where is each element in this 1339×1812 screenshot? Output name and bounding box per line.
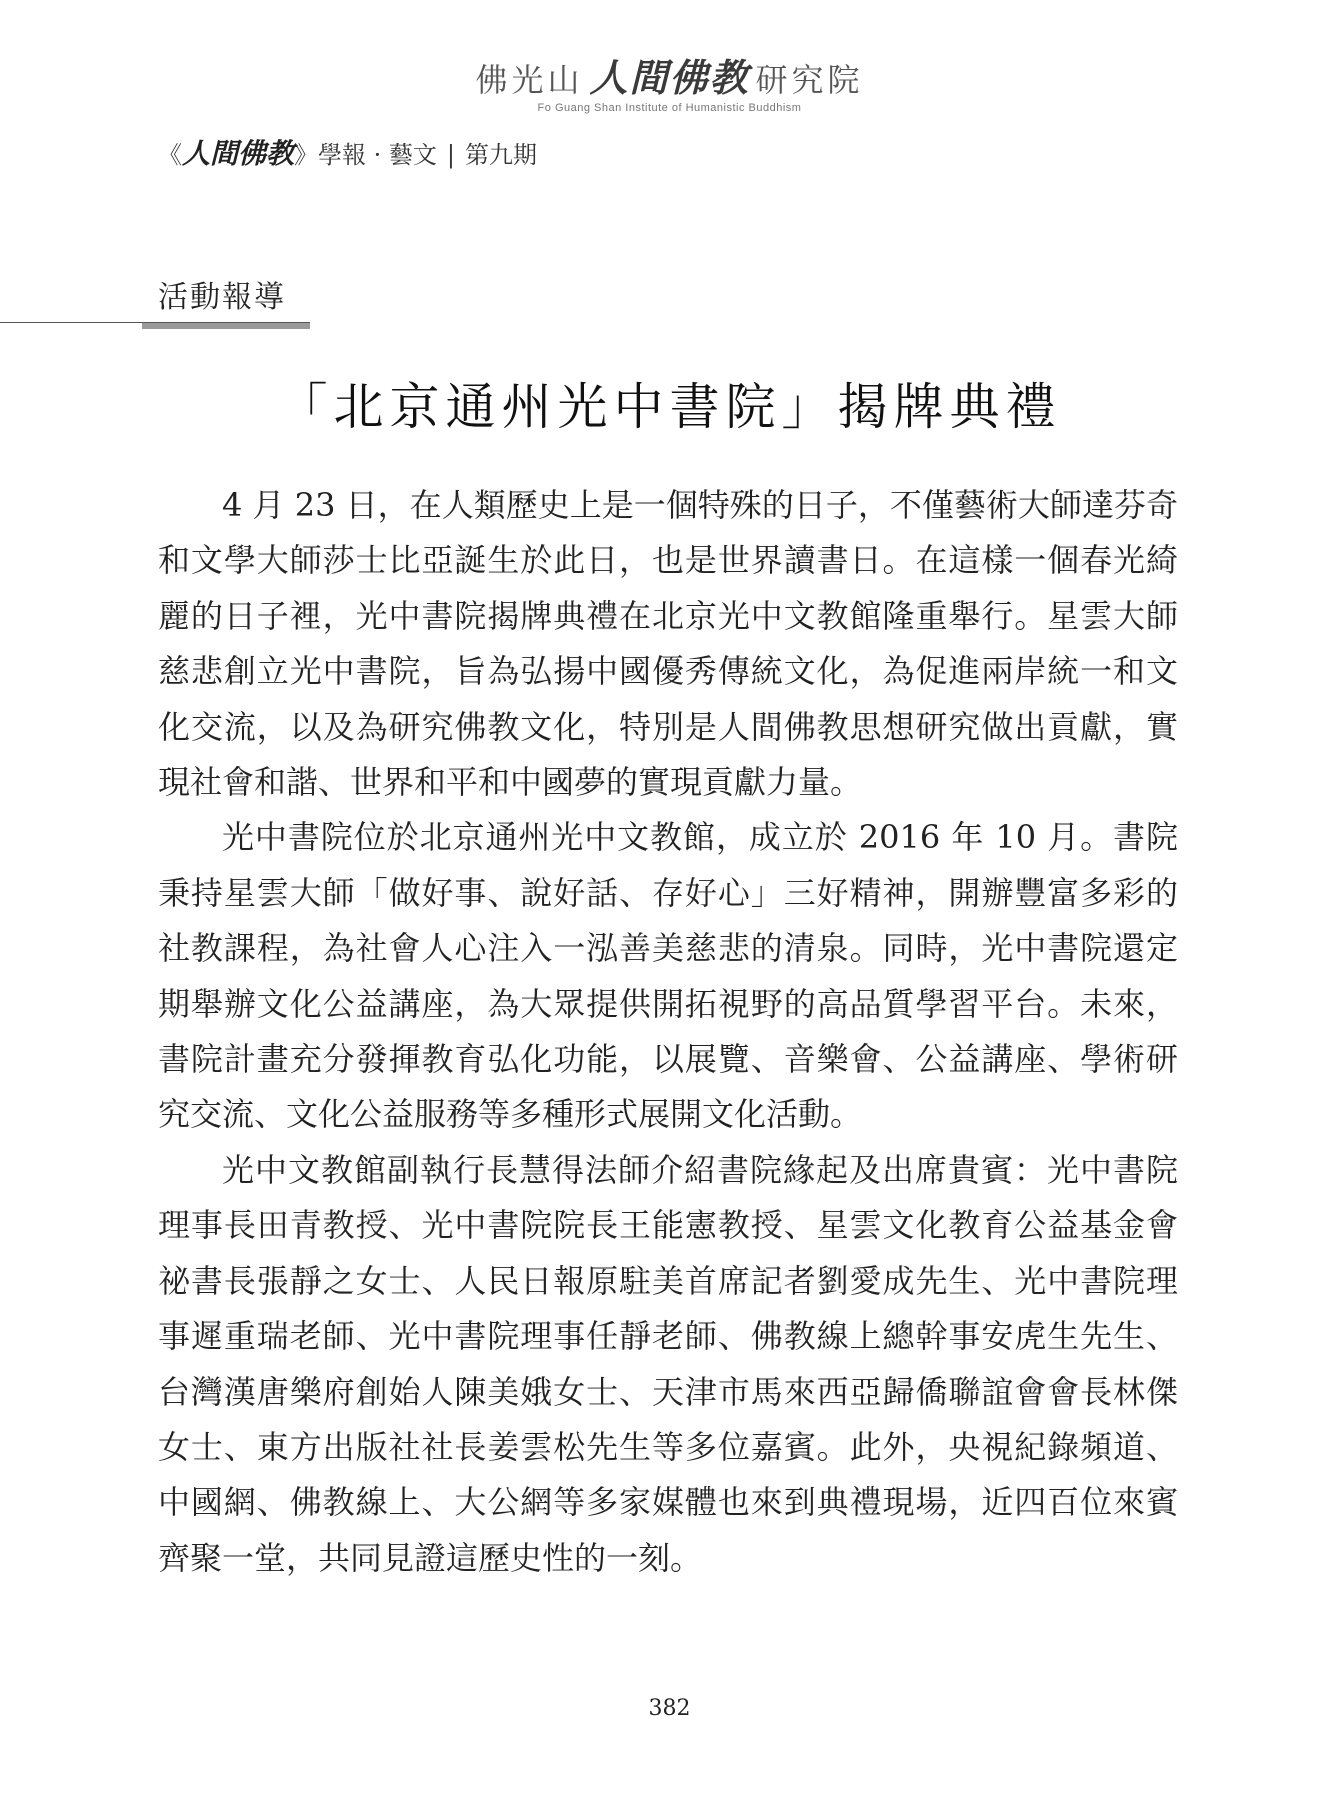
- article-title: 「北京通州光中書院」揭牌典禮: [277, 378, 1062, 436]
- article-body: [158, 478, 1178, 1586]
- section-label: 活動報導: [158, 280, 286, 315]
- institute-logo-text: 人間佛教: [589, 56, 750, 100]
- article-paragraph-2: 光中書院位於北京通州光中文教館，成立於 2016 年 10 月。書院秉持星雲大師「做好事、說好話、存好心」三好精神，開辦豐富多彩的社教課程，為社會人心注入一泓善美慈悲的清泉。同時，光中書院還定期舉辦文化公益講座，為大眾提供開拓視野的高品質學習平台。未來，書院計畫充分發揮教育弘化功能，以展覽、音樂會、公益講座、學術研究交流、文化公益服務等多種形式展開文化活動。: [158, 818, 1178, 1134]
- journal-issue: 第九期: [465, 141, 537, 169]
- journal-name: 》學報 · 藝文: [294, 141, 437, 169]
- masthead: [0, 58, 1339, 114]
- journal-separator: |: [446, 141, 455, 169]
- institute-english-name: Fo Guang Shan Institute of Humanistic Buddhism: [537, 102, 802, 114]
- institute-name: [0, 58, 1339, 100]
- journal-header: [158, 138, 537, 171]
- institute-prefix: 佛光山: [475, 61, 584, 99]
- article-paragraph-1: 4 月 23 日，在人類歷史上是一個特殊的日子，不僅藝術大師達芬奇和文學大師莎士比亞誕生於此日，也是世界讀書日。在這樣一個春光綺麗的日子裡，光中書院揭牌典禮在北京光中文教館隆重舉行。星雲大師慈悲創立光中書院，旨為弘揚中國優秀傳統文化，為促進兩岸統一和文化交流，以及為研究佛教文化，特別是人間佛教思想研究做出貢獻，實現社會和諧、世界和平和中國夢的實現貢獻力量。: [158, 486, 1178, 802]
- page-number: 382: [648, 1696, 691, 1721]
- journal-open-bracket: 《: [158, 141, 182, 169]
- article-paragraph-3: 光中文教館副執行長慧得法師介紹書院緣起及出席貴賓：光中書院理事長田青教授、光中書院院長王能憲教授、星雲文化教育公益基金會祕書長張靜之女士、人民日報原駐美首席記者劉愛成先生、光中書院理事遲重瑞老師、光中書院理事任靜老師、佛教線上總幹事安虎生先生、台灣漢唐樂府創始人陳美娥女士、天津市馬來西亞歸僑聯誼會會長林傑女士、東方出版社社長姜雲松先生等多位嘉賓。此外，央視紀錄頻道、中國網、佛教線上、大公網等多家媒體也來到典禮現場，近四百位來賓齊聚一堂，共同見證這歷史性的一刻。: [158, 1150, 1178, 1577]
- institute-suffix: 研究院: [755, 61, 864, 99]
- section-rule-bar: [142, 323, 310, 329]
- journal-logo-text: 人間佛教: [182, 137, 295, 170]
